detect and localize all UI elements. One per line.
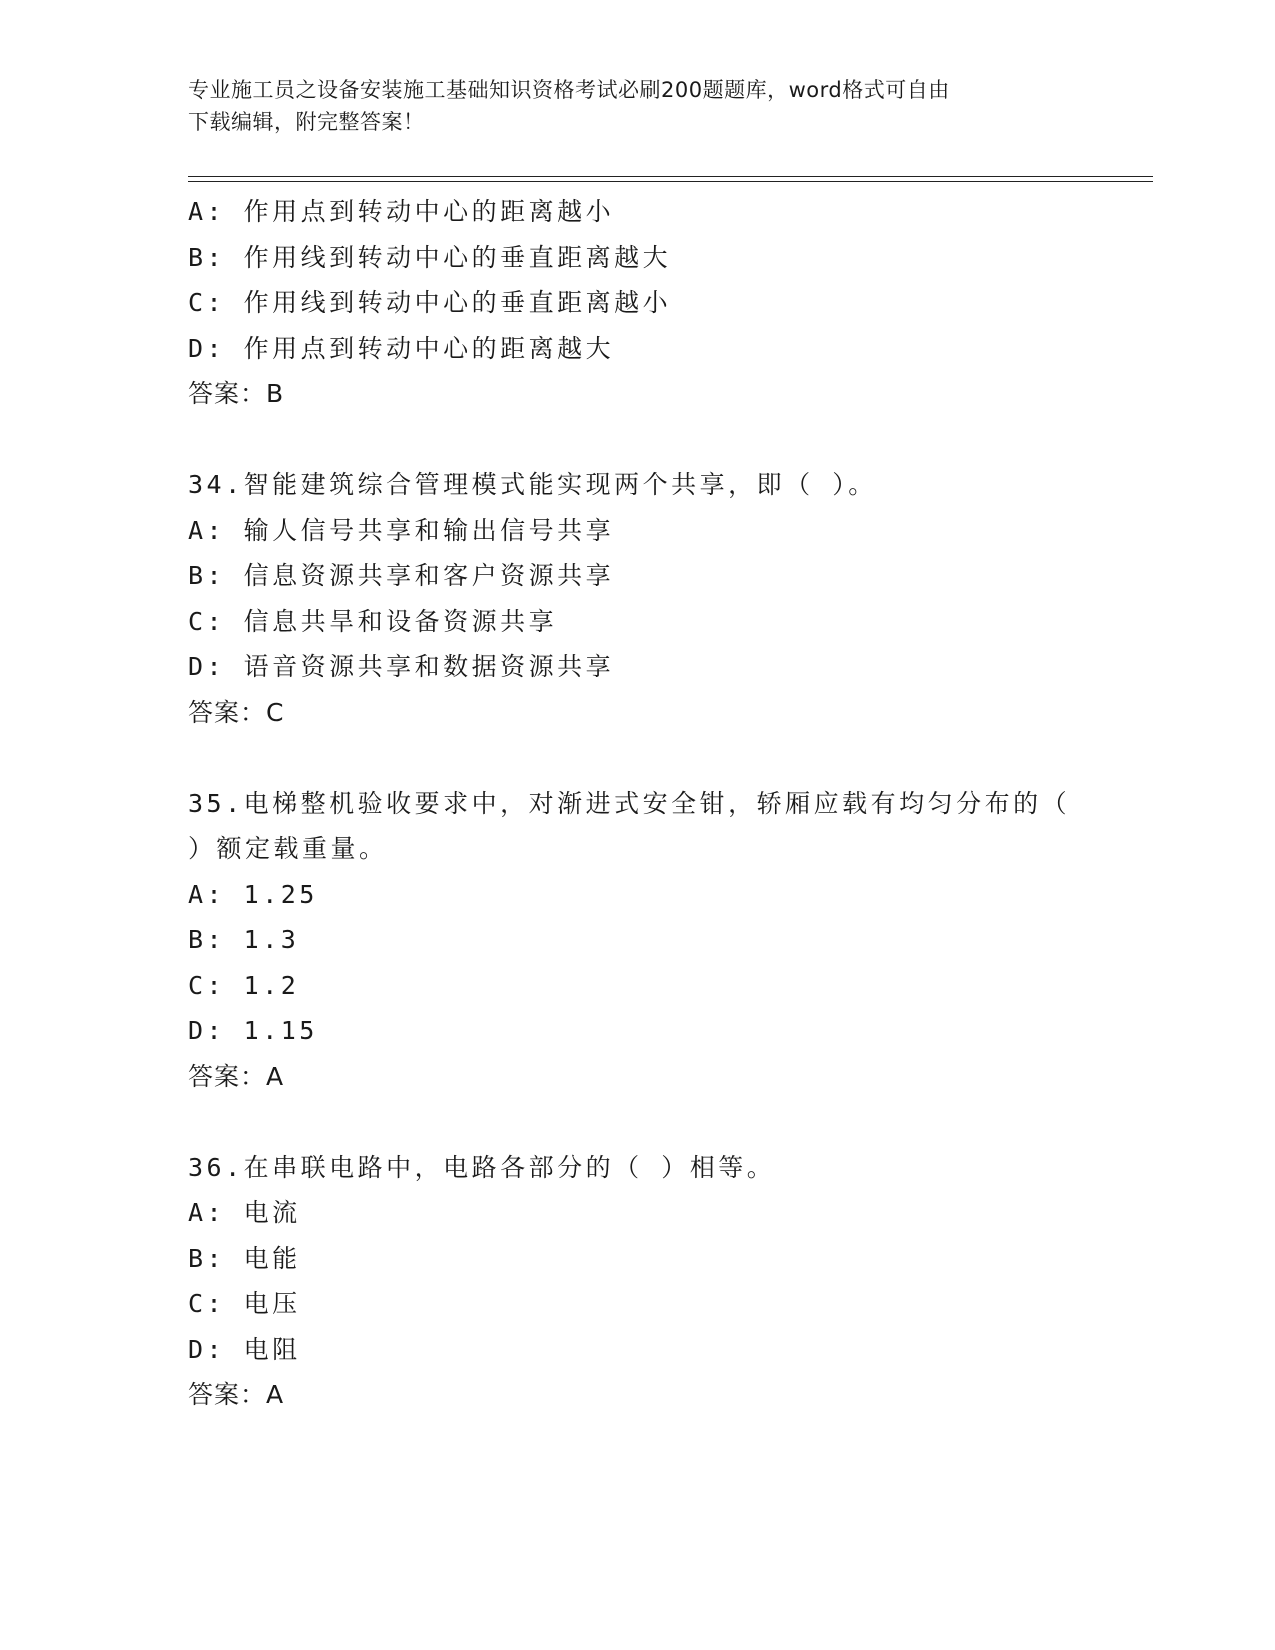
option-a: A: 输人信号共享和输出信号共享 (188, 515, 615, 545)
option-c: C: 信息共旱和设备资源共享 (188, 606, 558, 636)
answer-label: 答案：A (188, 1380, 285, 1409)
question-text-line-2: ）额定载重量。 (188, 834, 388, 863)
option-c: C: 作用线到转动中心的垂直距离越小 (188, 288, 672, 317)
option-d: D: 语音资源共享和数据资源共享 (188, 652, 615, 681)
answer-label: 答案：C (188, 697, 285, 727)
option-b: B: 1.3 (188, 925, 300, 954)
question-text: 36.在串联电路中，电路各部分的（ ）相等。 (188, 1152, 776, 1182)
question-34 (188, 462, 1153, 735)
spacer (188, 417, 1153, 463)
question-35 (188, 781, 1153, 1100)
option-d: D: 电阻 (188, 1334, 301, 1364)
question-33 (188, 189, 1153, 417)
option-b: B: 作用线到转动中心的垂直距离越大 (188, 242, 672, 272)
option-b: B: 信息资源共享和客户资源共享 (188, 561, 615, 590)
option-b: B: 电能 (188, 1243, 301, 1273)
question-list (188, 189, 1153, 1418)
option-a: A: 作用点到转动中心的距离越小 (188, 197, 615, 226)
answer-label: 答案：A (188, 1061, 285, 1091)
header-title-line-1: 专业施工员之设备安装施工基础知识资格考试必刷200题题库，word格式可自由 (188, 78, 950, 102)
answer-label: 答案：B (188, 379, 285, 408)
spacer (188, 1099, 1153, 1145)
document-header (188, 74, 1088, 138)
option-a: A: 1.25 (188, 879, 318, 909)
option-d: D: 作用点到转动中心的距离越大 (188, 333, 615, 363)
header-divider-top (188, 176, 1153, 177)
option-a: A: 电流 (188, 1198, 301, 1227)
header-title-line-2: 下载编辑，附完整答案！ (188, 110, 425, 134)
header-divider-bottom (188, 181, 1153, 182)
option-c: C: 电压 (188, 1289, 301, 1318)
question-36 (188, 1145, 1153, 1418)
option-d: D: 1.15 (188, 1016, 318, 1045)
question-text: 34.智能建筑综合管理模式能实现两个共享，即（ ）。 (188, 470, 877, 499)
question-text-line-1: 35.电梯整机验收要求中，对渐进式安全钳，轿厢应载有均匀分布的（ (188, 788, 1071, 818)
spacer (188, 735, 1153, 781)
option-c: C: 1.2 (188, 970, 300, 1000)
